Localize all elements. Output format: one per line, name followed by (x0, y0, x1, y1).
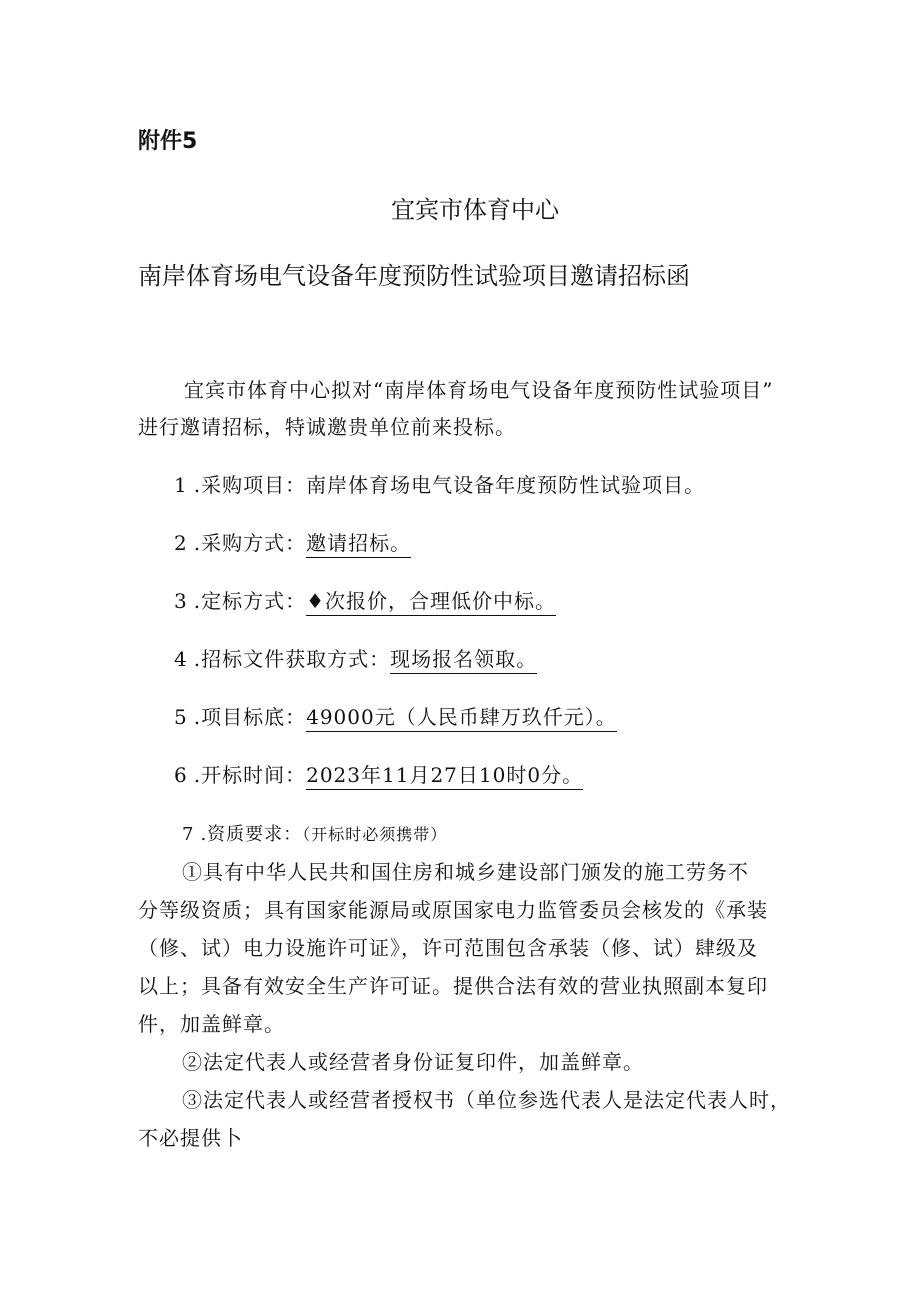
item-label: .项目标底： (193, 705, 307, 729)
item-label: .定标方式： (193, 589, 307, 613)
item-value: 南岸体育场电气设备年度预防性试验项目。 (306, 473, 706, 497)
item-value: ♦次报价，合理低价中标。 (306, 589, 556, 616)
qualification-heading (182, 820, 447, 846)
qualification-text: 分等级资质；具有国家能源局或原国家电力监管委员会核发的《承装 (138, 898, 768, 922)
qualification-text: 不必提供卜 (138, 1126, 243, 1150)
list-item (174, 585, 556, 614)
item-label: .采购方式： (193, 531, 307, 555)
qualification-text: ②法定代表人或经营者身份证复印件，加盖鲜章。 (182, 1050, 644, 1074)
intro-line: 进行邀请招标，特诚邀贵单位前来投标。 (138, 415, 516, 439)
qualification-note: （开标时必须携带） (302, 825, 448, 844)
document-title: 南岸体育场电气设备年度预防性试验项目邀请招标函 (138, 262, 690, 290)
qualification-text: ③法定代表人或经营者授权书（单位参选代表人是法定代表人时， (182, 1088, 791, 1112)
list-item (174, 527, 411, 556)
item-label: .资质要求： (200, 824, 303, 845)
item-number: 7 (182, 824, 195, 845)
list-item (174, 701, 617, 730)
intro-line: 宜宾市体育中心拟对“南岸体育场电气设备年度预防性试验项目” (184, 378, 774, 402)
organization-title: 宜宾市体育中心 (391, 196, 559, 224)
item-value: 49000元（人民币肆万玖仟元）。 (306, 705, 617, 732)
qualification-text: 以上；具备有效安全生产许可证。提供合法有效的营业执照副本复印 (138, 974, 768, 998)
list-item (174, 643, 537, 672)
item-label: .采购项目： (193, 473, 307, 497)
item-number: 3 (174, 589, 188, 613)
item-number: 5 (174, 705, 188, 729)
item-value: 邀请招标。 (306, 531, 411, 558)
qualification-text: （修、试）电力设施许可证》，许可范围包含承装（修、试）肆级及 (138, 936, 758, 960)
item-label: .开标时间： (193, 763, 307, 787)
item-label: .招标文件获取方式： (193, 647, 391, 671)
list-item (174, 759, 583, 788)
list-item (174, 469, 705, 498)
item-value: 现场报名领取。 (390, 647, 537, 674)
item-number: 4 (174, 647, 188, 671)
qualification-text: 件，加盖鲜章。 (138, 1012, 285, 1036)
item-number: 1 (174, 473, 188, 497)
item-value: 2023年11月27日10时0分。 (306, 763, 583, 790)
qualification-text: ①具有中华人民共和国住房和城乡建设部门颁发的施工劳务不 (182, 860, 749, 884)
item-number: 2 (174, 531, 188, 555)
attachment-label: 附件5 (138, 129, 198, 154)
item-number: 6 (174, 763, 188, 787)
